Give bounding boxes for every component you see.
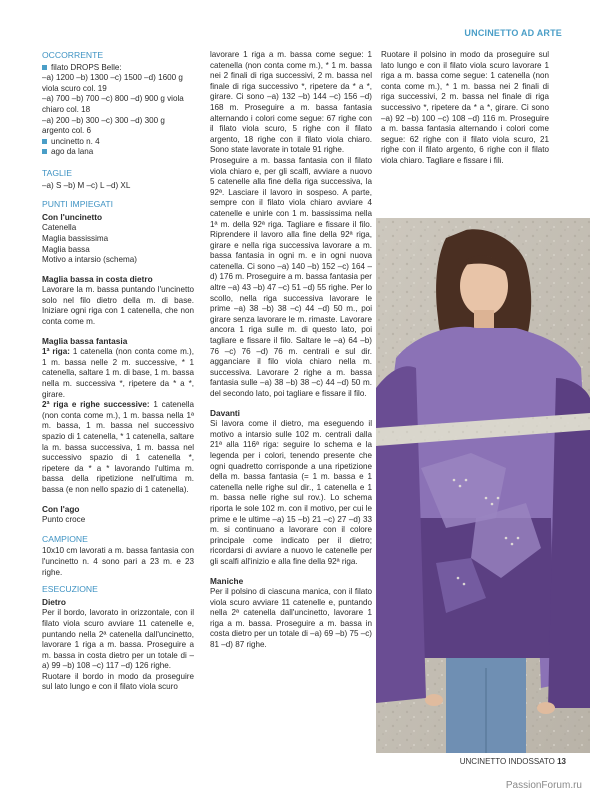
occorrente-heading: OCCORRENTE [42, 50, 104, 60]
material-item: uncinetto n. 4 [42, 137, 194, 148]
davanti-text: Si lavora come il dietro, ma eseguendo il motivo a intarsio sulle 102 m. centrali dalla 21ª alla 116ª riga: seguire lo schema e la legenda per i colori, tenendo presente che ogni quadretto corrisponde a una ripetizione della m. bassa fantasia (= 1 m. bassa e 1 catenella nelle righe sul dir., 1 catenella e 1 m. bassa nelle righe sul rov.). Lo schema riporta le sole 102 m. con il motivo, per cui le prime e le ultime –a) 15 –b) 21 –c) 27 –d) 33 m. si continuano a lavorare con il colore principale come indicato per il dietro; ricordarsi di avviare a nuovo le catenelle per gli scalfi all'inizio e alla fine della 92ª riga. [210, 419, 372, 566]
davanti-heading: Davanti [210, 407, 240, 418]
punti-heading: PUNTI IMPIEGATI [42, 199, 113, 210]
campione-text: 10x10 cm lavorati a m. bassa fantasia con l'uncinetto n. 4 sono pari a 23 m. e 23 righe. [42, 546, 194, 577]
riga1-text: 1 catenella (non conta come m.), 1 m. bassa nelle 2 m. successive, * 1 catenella, saltare 1 m. di base, 1 m. bassa nella m. successiva *, ripetere da * a *, girare. [42, 347, 194, 399]
magazine-name: UNCINETTO INDOSSATO [459, 757, 555, 766]
con-uncinetto-heading: Con l'uncinetto [42, 211, 103, 222]
column-2 [210, 50, 372, 657]
con-ago-text: Punto croce [42, 515, 86, 525]
dietro-text-1: Per il bordo, lavorato in orizzontale, con il filato viola scuro avviare 11 catenelle e, puntando nella 2ª catenella dall'uncinetto, lavorare 1 riga a m. bassa. Proseguire a m. bassa in costa dietro per un totale di –a) 99 –b) 108 –c) 117 –d) 126 righe. [42, 608, 194, 671]
riga1-paragraph [42, 347, 194, 400]
material-item: –a) 1200 –b) 1300 –c) 1500 –d) 1600 g viola scuro col. 19 [42, 73, 183, 93]
dietro-cont-1: lavorare 1 riga a m. bassa come segue: 1 catenella (non conta come m.), * 1 m. bassa nei 2 finali di riga successivi, 2 m. bassa nel finale di riga successivo *, ripetere da * a *, girare. Ci sono –a) 132 –b) 144 –c) 156 –d) 168 m. Proseguire a m. bassa fantasia alternando i colori come segue: 67 righe con il filato viola scuro, 5 righe con il filato argento, 18 righe con il filato viola chiaro. Sono state lavorate in totale 91 righe. [210, 50, 372, 155]
riga2-label: 2ª riga e righe successive: [42, 400, 150, 410]
stitch-item: Maglia bassissima [42, 233, 109, 243]
model-photo [376, 218, 590, 753]
dietro-cont-2: Proseguire a m. bassa fantasia con il filato viola chiaro e, per gli scalfi, avviare a nuovo 5 catenelle alla fine della riga successiva, la 92ª. Lasciare il lavoro in sospeso. A parte, sempre con il filato viola chiaro avviare 4 catenelle e unirle con 1 m. bassissima nella 1ª m. della 92ª riga. Tagliare e fissare il filo. Riprendere il lavoro alla fine della 92ª riga, girare e nella riga successiva lavorare a m. bassa fantasia in ogni m. e in ogni nuova catenella. Ci sono –a) 140 –b) 152 –c) 164 –d) 176 m. Proseguire a m. bassa fantasia per altre –a) 43 –b) 47 –c) 51 –d) 55 righe. Per lo scollo, nella riga successiva lavorare le prime –a) 38 –b) 38 –c) 44 –d) 50 m., poi girare senza lavorare le m. rimaste. Lavorare ancora 1 riga sulle m. di questo lato, poi tagliare e fissare il filo. Saltare le –a) 64 –b) 76 –c) 76 –d) 76 m. centrali e sul dir. agganciare il filo viola chiaro nella m. successiva. Lavorare 2 righe a m. bassa fantasia sulle –a) 38 –b) 38 –c) 44 –d) 50 m. del secondo lato, poi tagliare e fissare il filo. [210, 155, 372, 398]
column-3 [381, 50, 549, 173]
mb-dietro-heading: Maglia bassa in costa dietro [42, 273, 153, 284]
stitch-item: Catenella [42, 223, 77, 233]
stitch-item: Maglia bassa [42, 244, 90, 254]
material-item: filato DROPS Belle: [42, 63, 194, 74]
material-item: –a) 700 –b) 700 –c) 800 –d) 900 g viola chiaro col. 18 [42, 94, 184, 114]
riga2-paragraph [42, 400, 194, 495]
riga2-text: 1 catenella (non conta come m.), 1 m. bassa nella 1ª m. bassa, 1 m. bassa nel successivo spazio di 1 catenella, * 1 catenella, saltare la m. bassa successiva, 1 m. bassa nel successivo spazio di 1 catenella *, ripetere da * a * lavorando l'ultima m. bassa della ripetizione nell'ultima m. bassa (e non nello spazio di 1 catenella). [42, 400, 195, 494]
esecuzione-heading: ESECUZIONE [42, 584, 98, 595]
column-1 [42, 50, 194, 699]
sweater-illustration [376, 218, 590, 753]
dietro-heading: Dietro [42, 596, 66, 607]
maniche-text: Per il polsino di ciascuna manica, con il filato viola scuro avviare 11 catenelle e, puntando nella 2ª catenella dall'uncinetto, lavorare 1 riga a m. bassa. Proseguire a m. bassa in costa dietro per un totale di –a) 69 –b) 75 –c) 81 –d) 87 righe. [210, 587, 372, 650]
material-item: ago da lana [42, 147, 194, 158]
section-header: UNCINETTO AD ARTE [464, 28, 562, 38]
watermark: PassionForum.ru [505, 780, 582, 791]
dietro-text-2: Ruotare il bordo in modo da proseguire sul lato lungo e con il filato viola scuro [42, 671, 194, 692]
material-item: –a) 200 –b) 300 –c) 300 –d) 300 g argento col. 6 [42, 115, 165, 136]
mb-fantasia-heading: Maglia bassa fantasia [42, 335, 128, 346]
maniche-cont: Ruotare il polsino in modo da proseguire sul lato lungo e con il filato viola scuro lavorare 1 riga a m. bassa come segue: 1 catenella (non conta come m.), * 1 m. bassa nei 2 finali di riga successivi, 2 m. bassa nel finale di riga successivo *, ripetere da * a *, girare. Ci sono –a) 92 –b) 100 –c) 108 –d) 116 m. Proseguire a m. bassa fantasia alternando i colori come segue: 62 righe con il filato viola scuro, 21 righe con il filato argento, 6 righe con il filato viola chiaro. Tagliare e fissare i fili. [381, 50, 549, 165]
riga1-label: 1ª riga: [42, 347, 70, 357]
stitch-item: Motivo a intarsio (schema) [42, 255, 137, 265]
con-ago-heading: Con l'ago [42, 503, 80, 514]
mb-dietro-text: Lavorare la m. bassa puntando l'uncinetto solo nel filo dietro della m. di base. Iniziare ogni riga con 1 catenella, che non conta come m. [42, 285, 194, 327]
page-footer [460, 757, 566, 766]
taglie-text: –a) S –b) M –c) L –d) XL [42, 180, 131, 190]
page-number: 13 [557, 757, 566, 766]
taglie-heading: TAGLIE [42, 167, 72, 178]
maniche-heading: Maniche [210, 575, 244, 586]
campione-heading: CAMPIONE [42, 533, 88, 544]
